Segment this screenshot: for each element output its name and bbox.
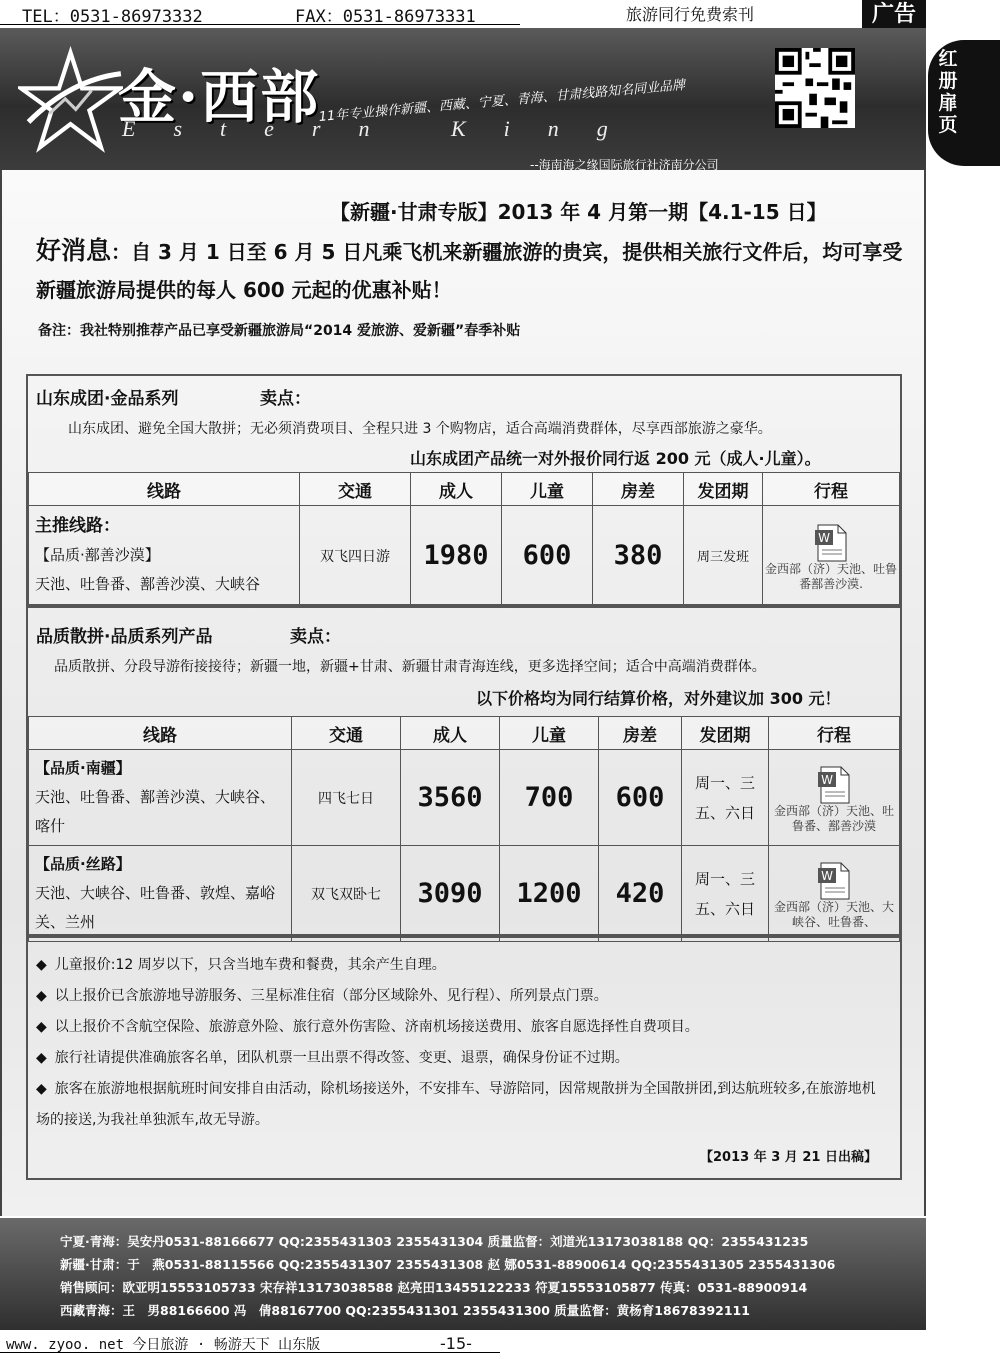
section-description: 山东成团、避免全国大散拼；无必须消费项目、全程只进 3 个购物店，适合高端消费群体，尽享西部旅游之豪华。 bbox=[68, 421, 772, 437]
adult-price: 3560 bbox=[401, 750, 500, 846]
side-tab-char: 册 bbox=[938, 70, 958, 92]
route-cell bbox=[29, 750, 292, 846]
notes-list bbox=[26, 950, 898, 1136]
column-header: 成人 bbox=[411, 473, 502, 506]
column-header: 发团期 bbox=[682, 717, 769, 750]
column-header: 儿童 bbox=[502, 473, 593, 506]
diamond-bullet-icon: ◆ bbox=[36, 1050, 47, 1066]
list-item bbox=[26, 1012, 898, 1043]
route-cell bbox=[29, 846, 292, 942]
page-number: -15- bbox=[440, 1334, 472, 1353]
transport-cell: 双飞双卧七 bbox=[292, 846, 401, 942]
svg-text:W: W bbox=[821, 772, 833, 787]
svg-text:W: W bbox=[821, 868, 833, 883]
note-text: 旅客在旅游地根据航班时间安排自由活动，除机场接送外，不安排车、导游陪同，因常规散拼为全国散拼团,到达航班较多,在旅游地机场的接送,为我社单独派车,故无导游。 bbox=[36, 1081, 876, 1128]
brand-logo-text: 金·西部 bbox=[118, 63, 321, 131]
contact-row: 新疆·甘肃：于 燕0531-88115566 QQ:2355431307 2355431308 赵 娜0531-88900614 QQ:2355431305 2355431306 bbox=[60, 1257, 836, 1272]
route-text: 天池、大峡谷、吐鲁番、敦煌、嘉峪关、兰州 bbox=[35, 884, 276, 931]
section-description: 品质散拼、分段导游衔接接待；新疆一地，新疆+甘肃、新疆甘肃青海连线，更多选择空间；适合中高端消费群体。 bbox=[54, 659, 766, 675]
brand-slogan: 11年专业操作新疆、西藏、宁夏、青海、甘肃线路知名同业品牌 bbox=[318, 78, 686, 125]
ad-tag: 广告 bbox=[862, 0, 926, 30]
brand-logo-english: Estern King bbox=[122, 116, 646, 141]
note-text: 旅行社请提供准确旅客名单，团队机票一旦出票不得改签、变更、退票，确保身份证不过期。 bbox=[54, 1050, 629, 1066]
departure-days: 周三发班 bbox=[684, 506, 763, 606]
column-header: 交通 bbox=[292, 717, 401, 750]
table-header-row bbox=[29, 473, 900, 506]
column-header: 房差 bbox=[599, 717, 682, 750]
top-strip bbox=[0, 0, 1000, 26]
route-tag: 【品质·南疆】 bbox=[35, 759, 131, 777]
star-logo-icon bbox=[18, 46, 123, 156]
header-banner bbox=[0, 28, 926, 172]
side-tab-char: 页 bbox=[938, 114, 958, 136]
route-tag: 【品质·丝路】 bbox=[35, 855, 131, 873]
note-text: 以上报价已含旅游地导游服务、三星标准住宿（部分区域除外、见行程）、所列景点门票。 bbox=[54, 988, 608, 1004]
adult-price: 3090 bbox=[401, 846, 500, 942]
column-header: 线路 bbox=[29, 717, 292, 750]
itinerary-file-name[interactable]: 金西部（济）天池、吐鲁番、鄯善沙漠 bbox=[773, 803, 894, 833]
departure-days: 周一、三五、六日 bbox=[682, 846, 769, 942]
column-header: 线路 bbox=[29, 473, 300, 506]
section-quality-series bbox=[26, 606, 902, 936]
child-price: 700 bbox=[500, 750, 599, 846]
column-header: 儿童 bbox=[500, 717, 599, 750]
word-document-icon[interactable] bbox=[817, 766, 851, 804]
room-supplement: 420 bbox=[599, 846, 682, 942]
good-news-lead: 好消息 bbox=[36, 236, 112, 265]
diamond-bullet-icon: ◆ bbox=[36, 957, 47, 973]
child-price: 600 bbox=[502, 506, 593, 606]
contact-row: 销售顾问：欧亚明15553105733 宋存祥13173038588 赵亮田13455122233 符夏15553105877 传真：0531-88900914 bbox=[60, 1280, 808, 1295]
list-item bbox=[26, 1043, 898, 1074]
rebate-text: 以下价格均为同行结算价格，对外建议加 300 元！ bbox=[476, 689, 841, 708]
itinerary-cell[interactable] bbox=[769, 846, 900, 942]
bottom-divider bbox=[0, 1352, 500, 1353]
fax-text: FAX：0531-86973331 bbox=[295, 7, 476, 27]
route-tag: 【品质·鄯善沙漠】 bbox=[35, 546, 160, 564]
price-table-gold bbox=[28, 472, 900, 606]
top-divider bbox=[0, 24, 520, 25]
column-header: 行程 bbox=[769, 717, 900, 750]
list-item bbox=[26, 950, 898, 981]
svg-text:W: W bbox=[818, 530, 830, 545]
table-row bbox=[29, 846, 900, 942]
room-supplement: 600 bbox=[599, 750, 682, 846]
rebate-text: 山东成团产品统一对外报价同行返 200 元（成人·儿童）。 bbox=[410, 449, 821, 468]
section-gold-series bbox=[26, 374, 902, 606]
diamond-bullet-icon: ◆ bbox=[36, 1081, 47, 1097]
word-document-icon[interactable] bbox=[817, 862, 851, 900]
issue-title: 【新疆·甘肃专版】2013 年 4 月第一期【4.1-15 日】 bbox=[330, 200, 827, 224]
section-title: 山东成团·金品系列 bbox=[36, 389, 179, 409]
transport-cell: 四飞七日 bbox=[292, 750, 401, 846]
qr-code-icon bbox=[775, 48, 855, 128]
section-title: 品质散拼·品质系列产品 bbox=[36, 627, 213, 647]
page-footer bbox=[0, 1332, 1000, 1354]
diamond-bullet-icon: ◆ bbox=[36, 988, 47, 1004]
column-header: 成人 bbox=[401, 717, 500, 750]
route-cell bbox=[29, 506, 300, 606]
price-table-quality bbox=[28, 716, 900, 942]
diamond-bullet-icon: ◆ bbox=[36, 1019, 47, 1035]
itinerary-cell[interactable] bbox=[763, 506, 900, 606]
route-text: 天池、吐鲁番、鄯善沙漠、大峡谷 bbox=[35, 575, 261, 593]
room-supplement: 380 bbox=[593, 506, 684, 606]
route-text: 天池、吐鲁番、鄯善沙漠、大峡谷、喀什 bbox=[35, 788, 276, 835]
column-header: 行程 bbox=[763, 473, 900, 506]
column-header: 发团期 bbox=[684, 473, 763, 506]
contact-row: 宁夏·青海：吴安丹0531-88166677 QQ:2355431303 2355431304 质量监督：刘道光13173038188 QQ：2355431235 bbox=[60, 1234, 809, 1249]
transport-cell: 双飞四日游 bbox=[300, 506, 411, 606]
branch-name: --海南海之缘国际旅行社济南分公司 bbox=[530, 158, 719, 172]
word-document-icon[interactable] bbox=[814, 524, 848, 562]
website-link[interactable]: www. zyoo. net 今日旅游 · 畅游天下 山东版 bbox=[6, 1337, 321, 1353]
subsidy-note: 备注：我社特别推荐产品已享受新疆旅游局“2014 爱旅游、爱新疆”春季补贴 bbox=[38, 323, 521, 339]
selling-point-label: 卖点： bbox=[260, 389, 311, 409]
issue-date: 【2013 年 3 月 21 日出稿】 bbox=[700, 1150, 877, 1165]
contact-footer bbox=[0, 1218, 926, 1330]
contact-row: 西藏青海：王 男88166600 冯 倩88167700 QQ:2355431301 2355431300 质量监督：黄杨育18678392111 bbox=[60, 1303, 750, 1318]
good-news bbox=[36, 232, 906, 309]
list-item bbox=[26, 981, 898, 1012]
table-row bbox=[29, 506, 900, 606]
departure-days: 周一、三五、六日 bbox=[682, 750, 769, 846]
list-item bbox=[26, 1074, 898, 1136]
selling-point-label: 卖点： bbox=[290, 627, 341, 647]
note-text: 儿童报价:12 周岁以下，只含当地车费和餐费，其余产生自理。 bbox=[54, 957, 446, 973]
table-header-row bbox=[29, 717, 900, 750]
tel-text: TEL：0531-86973332 bbox=[22, 7, 203, 27]
child-price: 1200 bbox=[500, 846, 599, 942]
itinerary-cell[interactable] bbox=[769, 750, 900, 846]
route-heading: 主推线路： bbox=[35, 516, 120, 536]
adult-price: 1980 bbox=[411, 506, 502, 606]
magazine-label: 旅游同行免费索刊 bbox=[626, 5, 755, 24]
column-header: 房差 bbox=[593, 473, 684, 506]
column-header: 交通 bbox=[300, 473, 411, 506]
table-row bbox=[29, 750, 900, 846]
itinerary-file-name[interactable]: 金西部（济）天池、吐鲁番鄯善沙漠. bbox=[764, 561, 897, 591]
side-tab bbox=[928, 40, 1000, 166]
side-tab-char: 扉 bbox=[938, 92, 958, 114]
side-tab-char: 红 bbox=[938, 48, 958, 70]
itinerary-file-name[interactable]: 金西部（济）天池、大峡谷、吐鲁番、 bbox=[773, 899, 894, 929]
good-news-text: ：自 3 月 1 日至 6 月 5 日凡乘飞机来新疆旅游的贵宾，提供相关旅行文件后，均可享受新疆旅游局提供的每人 600 元起的优惠补贴！ bbox=[36, 240, 903, 302]
note-text: 以上报价不含航空保险、旅游意外险、旅行意外伤害险、济南机场接送费用、旅客自愿选择性自费项目。 bbox=[54, 1019, 699, 1035]
